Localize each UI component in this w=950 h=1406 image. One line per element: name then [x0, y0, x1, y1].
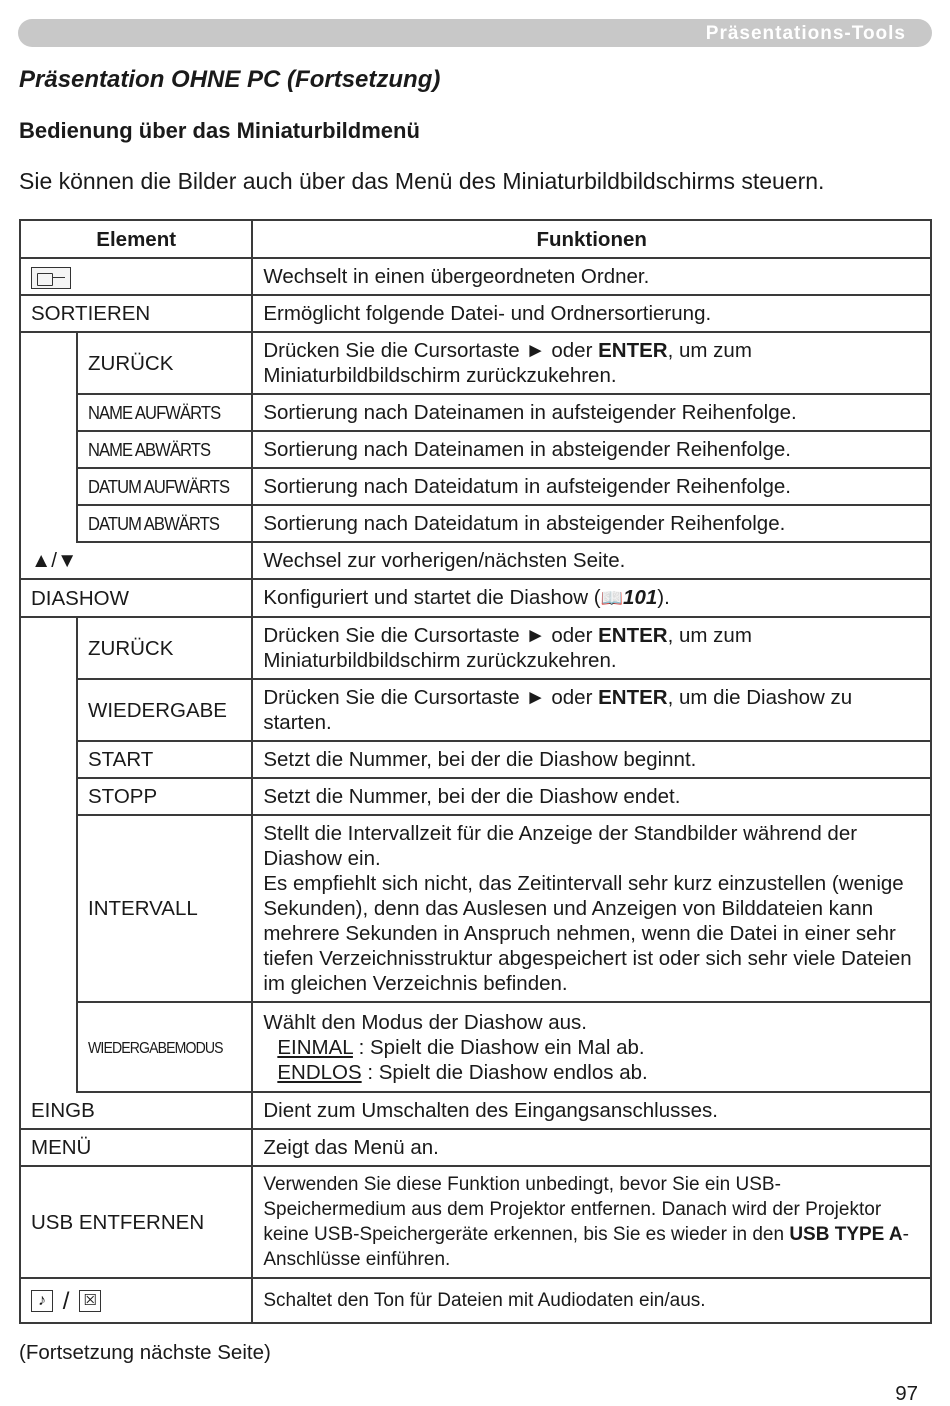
- column-header-function: Funktionen: [252, 220, 931, 258]
- table-row: [20, 431, 931, 468]
- function-cell: Wechselt in einen übergeordneten Ordner.: [252, 258, 931, 295]
- function-text: Drücken Sie die Cursortaste ► oder: [263, 624, 599, 647]
- function-cell: Sortierung nach Dateidatum in absteigender Reihenfolge.: [252, 505, 931, 542]
- indent-cell: [20, 1002, 77, 1092]
- element-cell: ▲/▼: [20, 542, 252, 579]
- element-label: NAME ABWÄRTS: [88, 439, 211, 460]
- element-cell: DIASHOW: [20, 579, 252, 617]
- table-row: [20, 579, 931, 617]
- element-label: WIEDERGABEMODUS: [88, 1039, 223, 1057]
- element-cell: SORTIEREN: [20, 295, 252, 332]
- function-table: [19, 219, 932, 1324]
- table-row: [20, 1129, 931, 1166]
- element-label: DATUM ABWÄRTS: [88, 513, 219, 534]
- indent-cell: [20, 679, 77, 741]
- function-cell: Setzt die Nummer, bei der die Diashow beginnt.: [252, 741, 931, 778]
- section-header-bar: [18, 19, 932, 47]
- function-cell: [252, 332, 931, 394]
- indent-cell: [20, 617, 77, 679]
- function-text: ).: [657, 586, 670, 609]
- table-row: [20, 617, 931, 679]
- sound-on-icon: ♪: [31, 1290, 53, 1312]
- mode-option: [263, 1060, 920, 1085]
- enter-key-label: ENTER: [598, 686, 668, 709]
- element-cell: ZURÜCK: [77, 332, 252, 394]
- indent-cell: [20, 468, 77, 505]
- table-row: [20, 1278, 931, 1323]
- element-cell: [20, 258, 252, 295]
- function-cell: Ermöglicht folgende Datei- und Ordnersortierung.: [252, 295, 931, 332]
- function-cell: [252, 579, 931, 617]
- table-row: [20, 542, 931, 579]
- indent-cell: [20, 778, 77, 815]
- element-cell: [77, 468, 252, 505]
- table-row: [20, 505, 931, 542]
- section-title: Präsentations-Tools: [705, 23, 906, 44]
- page-title: Präsentation OHNE PC (Fortsetzung): [19, 66, 441, 93]
- table-row: [20, 1166, 931, 1278]
- element-cell: STOPP: [77, 778, 252, 815]
- function-text: Wählt den Modus der Diashow aus.: [263, 1010, 587, 1034]
- folder-up-icon: [31, 267, 71, 289]
- indent-cell: [20, 505, 77, 542]
- element-cell: [77, 394, 252, 431]
- function-text: -Anschlüsse einführen.: [263, 1224, 909, 1270]
- enter-key-label: ENTER: [598, 339, 668, 362]
- function-cell: Sortierung nach Dateinamen in aufsteigender Reihenfolge.: [252, 394, 931, 431]
- function-cell: [252, 1166, 931, 1278]
- sound-mute-icon: ☒: [79, 1290, 101, 1312]
- enter-key-label: ENTER: [598, 624, 668, 647]
- function-cell: [252, 1002, 931, 1092]
- table-row: [20, 1002, 931, 1092]
- mode-option-label: ENDLOS: [277, 1060, 362, 1084]
- function-cell: Dient zum Umschalten des Eingangsanschlusses.: [252, 1092, 931, 1129]
- function-text: , um die Diashow zu starten.: [263, 686, 853, 734]
- indent-cell: [20, 332, 77, 394]
- mode-option-text: : Spielt die Diashow ein Mal ab.: [352, 1035, 645, 1059]
- indent-cell: [20, 394, 77, 431]
- function-cell: Setzt die Nummer, bei der die Diashow endet.: [252, 778, 931, 815]
- table-row: [20, 778, 931, 815]
- table-row: [20, 815, 931, 1002]
- book-icon: 📖: [600, 588, 624, 608]
- table-row: [20, 1092, 931, 1129]
- page-number: 97: [895, 1382, 918, 1405]
- element-cell: START: [77, 741, 252, 778]
- icon-separator: /: [62, 1287, 70, 1315]
- indent-cell: [20, 815, 77, 1002]
- mode-option-text: : Spielt die Diashow endlos ab.: [361, 1060, 648, 1084]
- function-cell: [252, 679, 931, 741]
- function-text: Drücken Sie die Cursortaste ► oder: [263, 339, 599, 362]
- function-cell: Sortierung nach Dateinamen in absteigender Reihenfolge.: [252, 431, 931, 468]
- function-cell: Schaltet den Ton für Dateien mit Audiodaten ein/aus.: [252, 1278, 931, 1323]
- function-text: Konfiguriert und startet die Diashow (: [263, 586, 601, 609]
- function-cell: Sortierung nach Dateidatum in aufsteigender Reihenfolge.: [252, 468, 931, 505]
- element-cell: INTERVALL: [77, 815, 252, 1002]
- function-cell: Wechsel zur vorherigen/nächsten Seite.: [252, 542, 931, 579]
- usb-type-a-label: USB TYPE A: [789, 1224, 903, 1245]
- table-row: [20, 468, 931, 505]
- element-label: NAME AUFWÄRTS: [88, 402, 221, 423]
- function-text: Verwenden Sie diese Funktion unbedingt, bevor Sie ein USB-Speichermedium aus dem Projektor entfernen. Danach wird der Projektor keine USB-Speichergeräte erkennen, bis Sie es wieder in den: [263, 1174, 882, 1245]
- table-row: [20, 394, 931, 431]
- table-header-row: [20, 220, 931, 258]
- element-cell: [77, 431, 252, 468]
- element-cell: USB ENTFERNEN: [20, 1166, 252, 1278]
- function-cell: [252, 815, 931, 1002]
- table-row: [20, 741, 931, 778]
- function-text: Stellt die Intervallzeit für die Anzeige der Standbilder während der Diashow ein.: [263, 822, 858, 870]
- table-row: [20, 332, 931, 394]
- element-cell: EINGB: [20, 1092, 252, 1129]
- mode-option-label: EINMAL: [277, 1035, 353, 1059]
- indent-cell: [20, 431, 77, 468]
- function-text: , um zum Miniaturbildbildschirm zurückzukehren.: [263, 624, 752, 672]
- element-cell: [77, 505, 252, 542]
- table-row: [20, 679, 931, 741]
- mode-option: [263, 1035, 920, 1060]
- function-cell: Zeigt das Menü an.: [252, 1129, 931, 1166]
- intro-text: Sie können die Bilder auch über das Menü des Miniaturbildbildschirms steuern.: [19, 168, 825, 194]
- function-text: Es empfiehlt sich nicht, das Zeitintervall sehr kurz einzustellen (wenige Sekunden), denn das Auslesen und Anzeigen von Bilddateien kann mehrere Sekunden in Anspruch nehmen, wenn die Datei in einer sehr tiefen Verzeichnisstruktur abgespeichert ist oder sich sehr viele Dateien im gleichen Verzeichnis befinden.: [263, 872, 912, 995]
- column-header-element: Element: [20, 220, 252, 258]
- continued-note: (Fortsetzung nächste Seite): [19, 1341, 271, 1364]
- table-row: [20, 258, 931, 295]
- table-row: [20, 295, 931, 332]
- element-cell: ZURÜCK: [77, 617, 252, 679]
- function-text: , um zum Miniaturbildbildschirm zurückzukehren.: [263, 339, 752, 387]
- section-subtitle: Bedienung über das Miniaturbildmenü: [19, 118, 420, 143]
- page-reference-link[interactable]: 101: [623, 586, 658, 609]
- element-label: DATUM AUFWÄRTS: [88, 476, 230, 497]
- element-cell: [77, 1002, 252, 1092]
- function-text: Drücken Sie die Cursortaste ► oder: [263, 686, 599, 709]
- element-cell: [20, 1278, 252, 1323]
- function-cell: [252, 617, 931, 679]
- element-cell: WIEDERGABE: [77, 679, 252, 741]
- indent-cell: [20, 741, 77, 778]
- element-cell: MENÜ: [20, 1129, 252, 1166]
